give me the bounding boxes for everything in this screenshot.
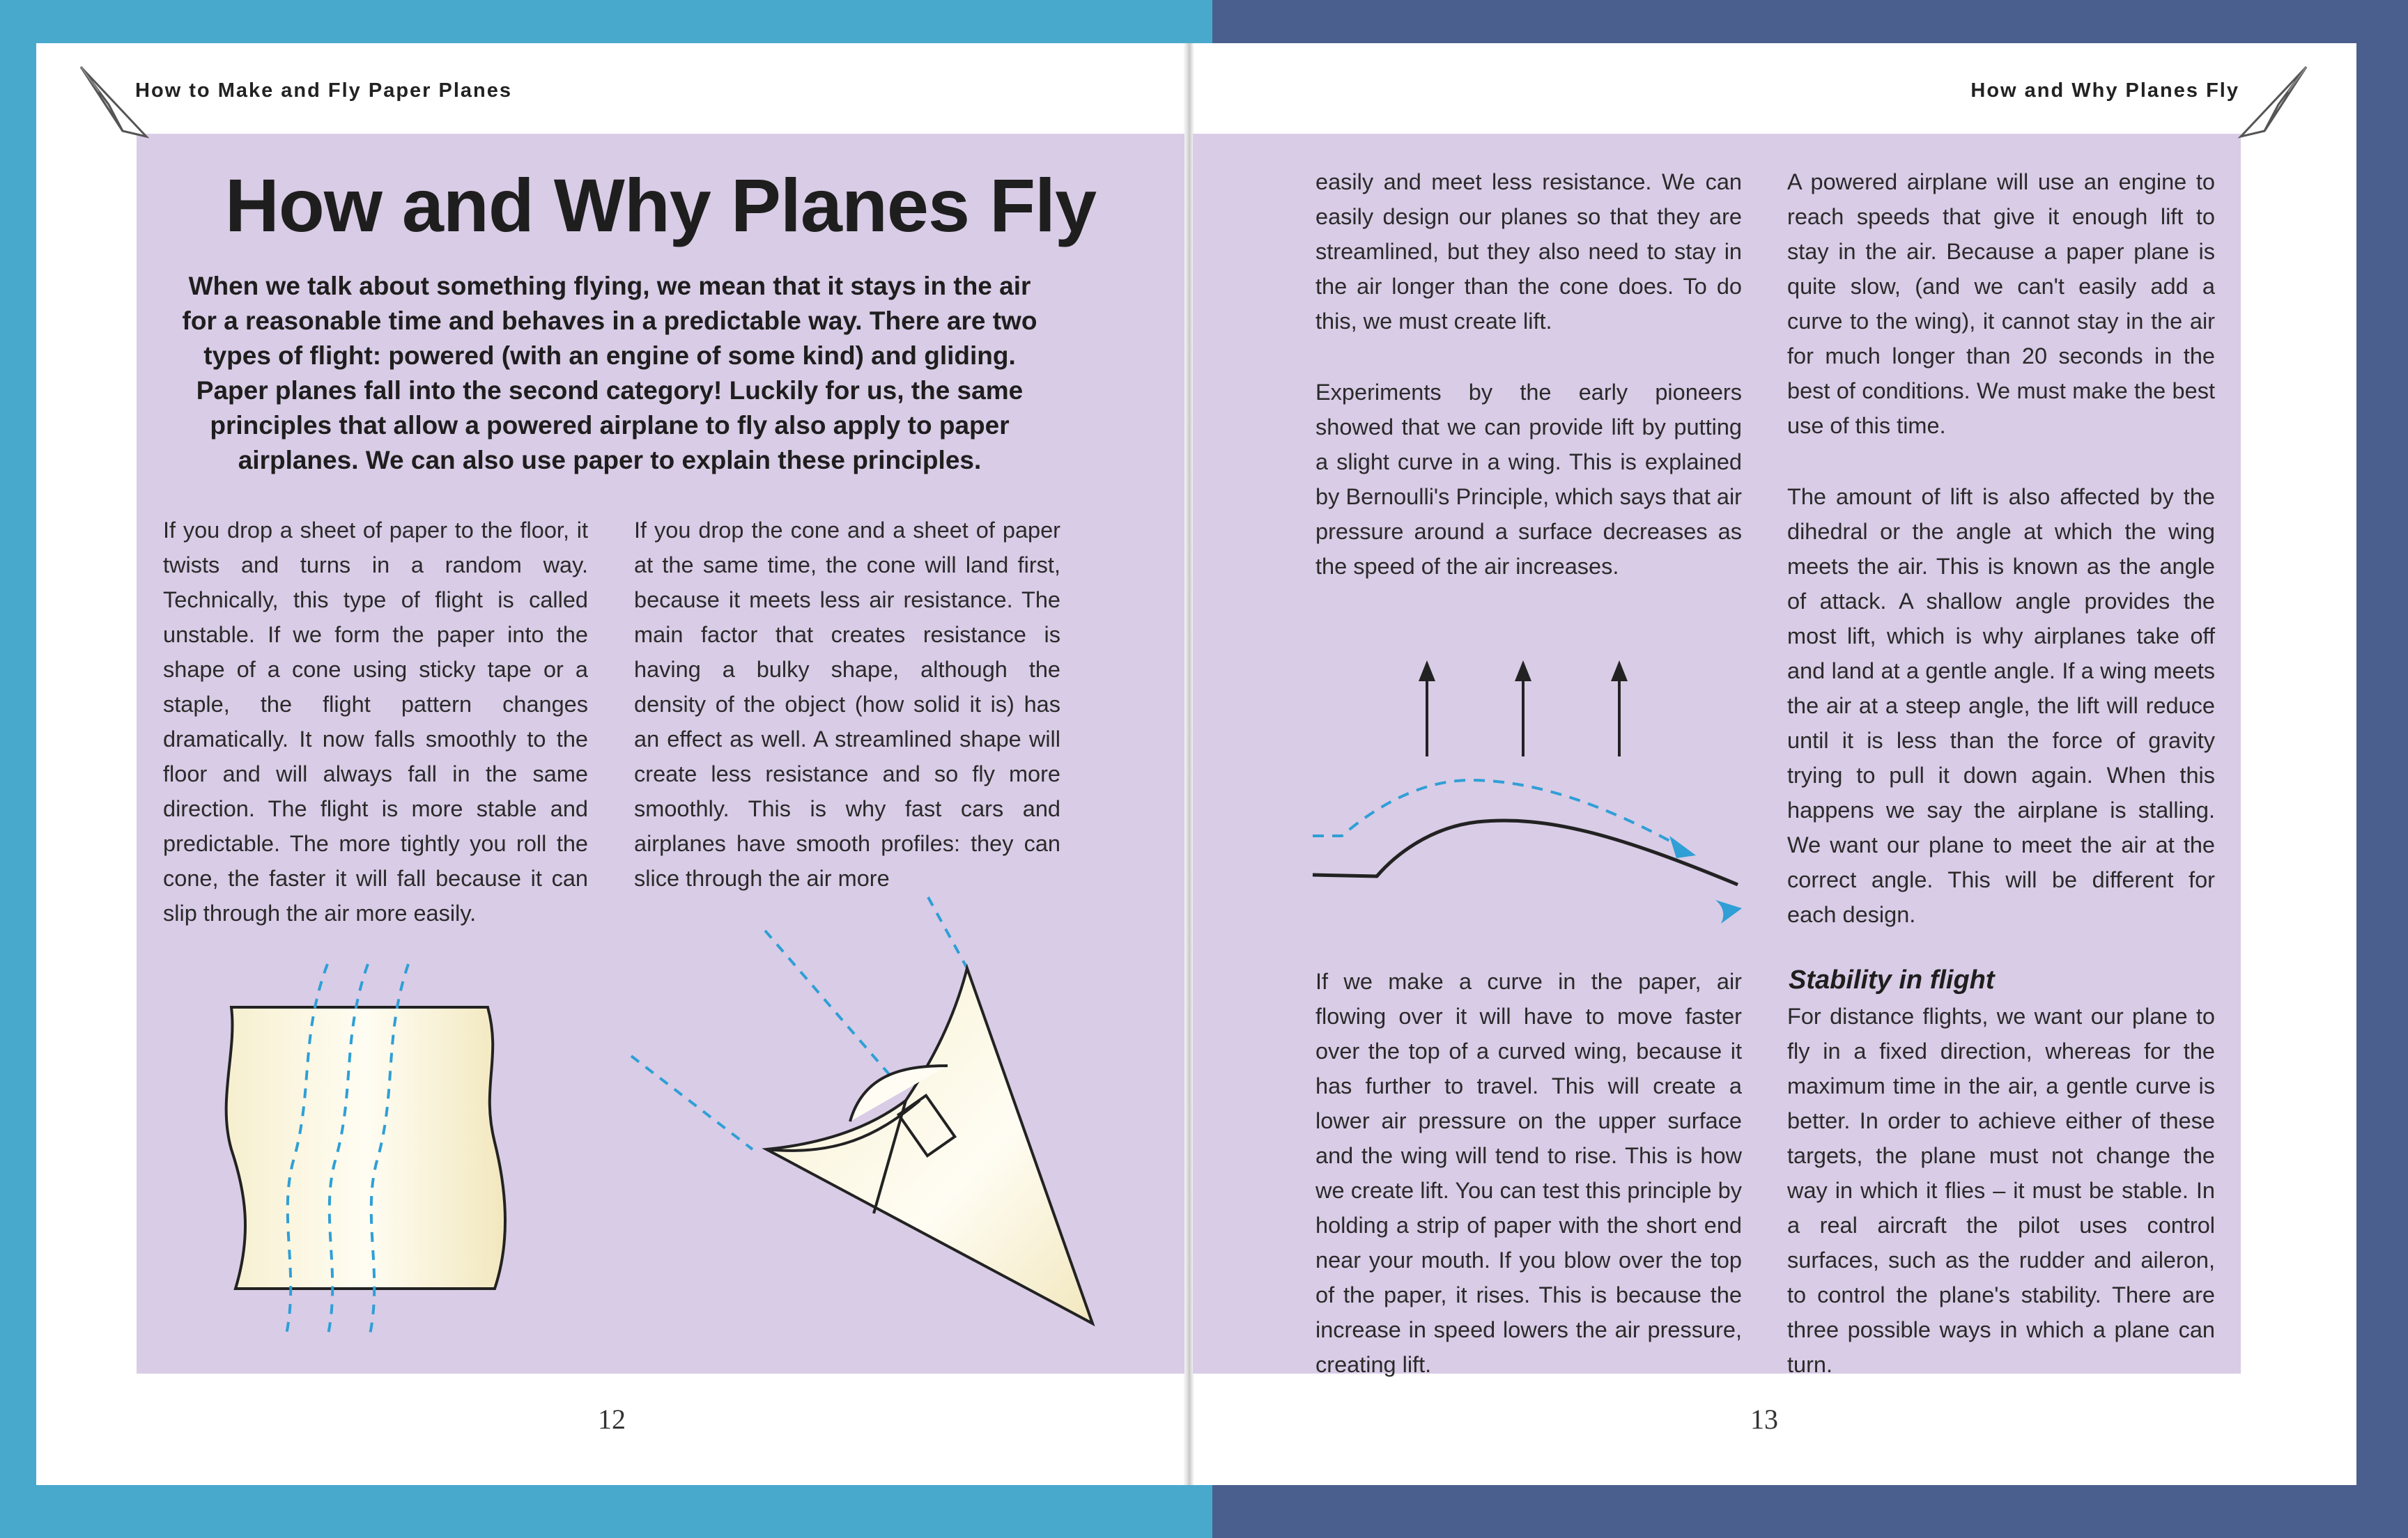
body-column-3-paragraph-2: Experiments by the early pioneers showed that we can provide lift by putting a slight curve in a wing. This is explained by Bernoulli's Principle, which says that air pressure around a surface decreases as the speed of the air increases. [1315, 380, 1742, 579]
body-column-4-paragraph-1: A powered airplane will use an engine to reach speeds that give it enough lift to stay in the air. Because a paper plane is quite slow, (and we can't easily add a curve to the wing), it cannot stay in the air for much longer than 20 seconds in the best of conditions. We must make the best use of this time. [1787, 169, 2215, 438]
intro-paragraph: When we talk about something flying, we mean that it stays in the air for a reasonable time and behaves in a predictable way. There are two types of flight: powered (with an engine of some kind) and gliding. Paper planes fall into the second category! Luckily for us, the same principles that allow a powered airplane to fly also apply to paper airplanes. We can also use paper to explain these principles. [182, 272, 1037, 474]
body-column-2: If you drop the cone and a sheet of paper at the same time, the cone will land first, because it meets less air resistance. The main factor that creates resistance is having a bulky shape, although the density of the object (how solid it is) has an effect as well. A streamlined shape will create less resistance and so fly more smoothly. This is why fast cars and airplanes have smooth profiles: they can slice through the air more [634, 518, 1060, 891]
paper-plane-corner-icon [2232, 64, 2309, 141]
paper-plane-corner-icon [78, 64, 155, 141]
wing-airflow-illustration [1310, 648, 1756, 926]
page-number-right: 13 [1750, 1404, 1778, 1435]
body-column-3-paragraph-1: easily and meet less resistance. We can easily design our planes so that they are streamlined, but they also need to stay in the air longer than the cone does. To do this, we must create lift. [1315, 169, 1742, 334]
running-head-left: How to Make and Fly Paper Planes [135, 79, 513, 102]
body-column-1: If you drop a sheet of paper to the floor, it twists and turns in a random way. Technically, this type of flight is called unstable. If we form the paper into the shape of a cone using sticky tape or a staple, the flight pattern changes dramatically. It now falls smoothly to the floor and will always fall in the same direction. The flight is more stable and predictable. The more tightly you roll the cone, the faster it will fall because it can slip through the air more easily. [163, 518, 588, 926]
running-head-right: How and Why Planes Fly [1970, 79, 2239, 102]
page-title: How and Why Planes Fly [224, 163, 1097, 247]
body-column-3-paragraph-3: If we make a curve in the paper, air flowing over it will have to move faster over the top of a curved wing, because it has further to travel. This will create a lower air pressure on the upper surface and the wing will tend to rise. This is how we create lift. You can test this principle by holding a strip of paper with the short end near your mouth. If you blow over the top of the paper, it rises. This is because the increase in speed lowers the air pressure, creating lift. [1315, 969, 1742, 1377]
paper-cone-illustration [627, 892, 1115, 1351]
body-column-4-paragraph-3: For distance flights, we want our plane to fly in a fixed direction, whereas for the maximum time in the air, a gentle curve is better. In order to achieve either of these targets, the plane must not change the way in which it flies – it must be stable. In a real aircraft the pilot uses control surfaces, such as the rudder and aileron, to control the plane's stability. There are three possible ways in which a plane can turn. [1787, 1004, 2215, 1377]
section-subheading: Stability in flight [1789, 965, 1995, 995]
body-column-4-paragraph-2: The amount of lift is also affected by the dihedral or the angle at which the wing meets the air. This is known as the angle of attack. A shallow angle provides the most lift, which is why airplanes take off and land at a gentle angle. If a wing meets the air at a steep angle, the lift will reduce until it is less than the force of gravity trying to pull it down again. When this happens we say the airplane is stalling. We want our plane to meet the air at the correct angle. This will be different for each design. [1787, 484, 2215, 927]
paper-sheet-illustration [216, 954, 523, 1344]
page-number-left: 12 [598, 1404, 626, 1435]
